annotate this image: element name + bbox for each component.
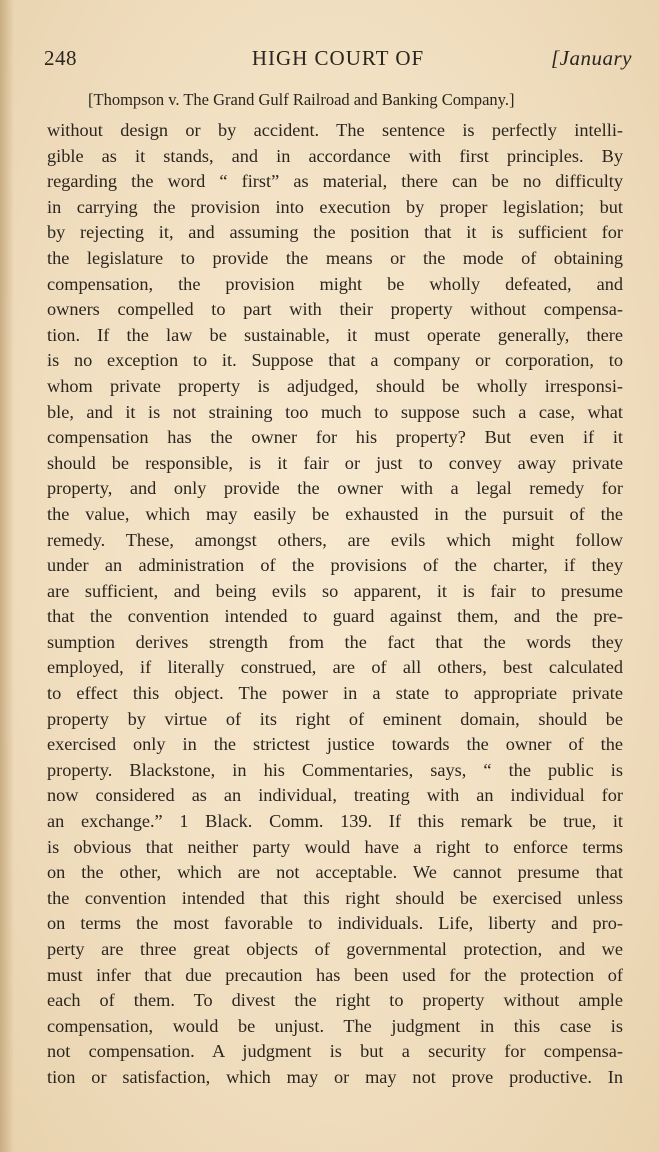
text-line: that the convention intended to guard against them, and the pre-: [47, 606, 623, 627]
text-line: the value, which may easily be exhausted in the pursuit of the: [47, 503, 623, 524]
text-line: tion or satisfaction, which may or may not prove productive. In: [47, 1066, 623, 1087]
text-line: regarding the word “ first” as material, there can be no difficulty: [47, 171, 623, 192]
text-line: sumption derives strength from the fact that the words they: [47, 631, 623, 652]
running-title: HIGH COURT OF: [251, 46, 425, 70]
text-line: on terms the most favorable to individuals. Life, liberty and pro-: [47, 913, 623, 934]
text-line: an exchange.” 1 Black. Comm. 139. If this remark be true, it: [47, 811, 623, 832]
text-line: property by virtue of its right of eminent domain, should be: [47, 708, 623, 729]
text-line: owners compelled to part with their property without compensa-: [47, 299, 623, 320]
text-line: exercised only in the strictest justice towards the owner of the: [47, 734, 623, 755]
text-line: compensation, would be unjust. The judgment in this case is: [47, 1015, 623, 1036]
text-line: compensation, the provision might be wholly defeated, and: [47, 273, 623, 294]
text-line: employed, if literally construed, are of all others, best calculated: [47, 657, 623, 678]
text-line: are sufficient, and being evils so apparent, it is fair to presume: [47, 580, 623, 601]
text-line: the convention intended that this right should be exercised unless: [47, 887, 623, 908]
text-line: is no exception to it. Suppose that a company or corporation, to: [47, 350, 623, 371]
text-line: under an administration of the provisions of the charter, if they: [47, 555, 623, 576]
text-line: not compensation. A judgment is but a security for compensa-: [47, 1041, 623, 1062]
text-line: whom private property is adjudged, should be wholly irresponsi-: [47, 375, 623, 396]
text-line: tion. If the law be sustainable, it must operate generally, there: [47, 324, 623, 345]
text-line: in carrying the provision into execution by proper legislation; but: [47, 196, 623, 217]
text-line: property, and only provide the owner with a legal remedy for: [47, 478, 623, 499]
text-line: is obvious that neither party would have a right to enforce terms: [47, 836, 623, 857]
text-line: on the other, which are not acceptable. We cannot presume that: [47, 862, 623, 883]
text-line: by rejecting it, and assuming the position that it is sufficient for: [47, 222, 623, 243]
body-text: [47, 118, 623, 1091]
text-line: compensation has the owner for his property? But even if it: [47, 427, 623, 448]
text-line: without design or by accident. The sentence is perfectly intelli-: [47, 120, 623, 140]
text-line: must infer that due precaution has been used for the protection of: [47, 964, 623, 985]
text-line: perty are three great objects of governmental protection, and we: [47, 939, 623, 959]
running-month: [January: [551, 46, 632, 70]
page-number: 248: [44, 46, 77, 70]
text-line: now considered as an individual, treating with an individual for: [47, 785, 623, 806]
text-line: should be responsible, is it fair or just to convey away private: [47, 452, 623, 473]
text-line: ble, and it is not straining too much to suppose such a case, what: [47, 401, 623, 422]
running-head: [44, 46, 632, 74]
text-line: gible as it stands, and in accordance with first principles. By: [47, 145, 623, 166]
text-line: remedy. These, amongst others, are evils which might follow: [47, 529, 623, 550]
page-binding-shadow: [0, 0, 14, 1152]
text-line: each of them. To divest the right to property without ample: [47, 990, 623, 1011]
case-caption: [Thompson v. The Grand Gulf Railroad and Banking Company.]: [88, 90, 515, 109]
text-line: the legislature to provide the means or the mode of obtaining: [47, 247, 623, 268]
text-line: to effect this object. The power in a state to appropriate private: [47, 683, 623, 704]
text-line: property. Blackstone, in his Commentaries, says, “ the public is: [47, 759, 623, 780]
